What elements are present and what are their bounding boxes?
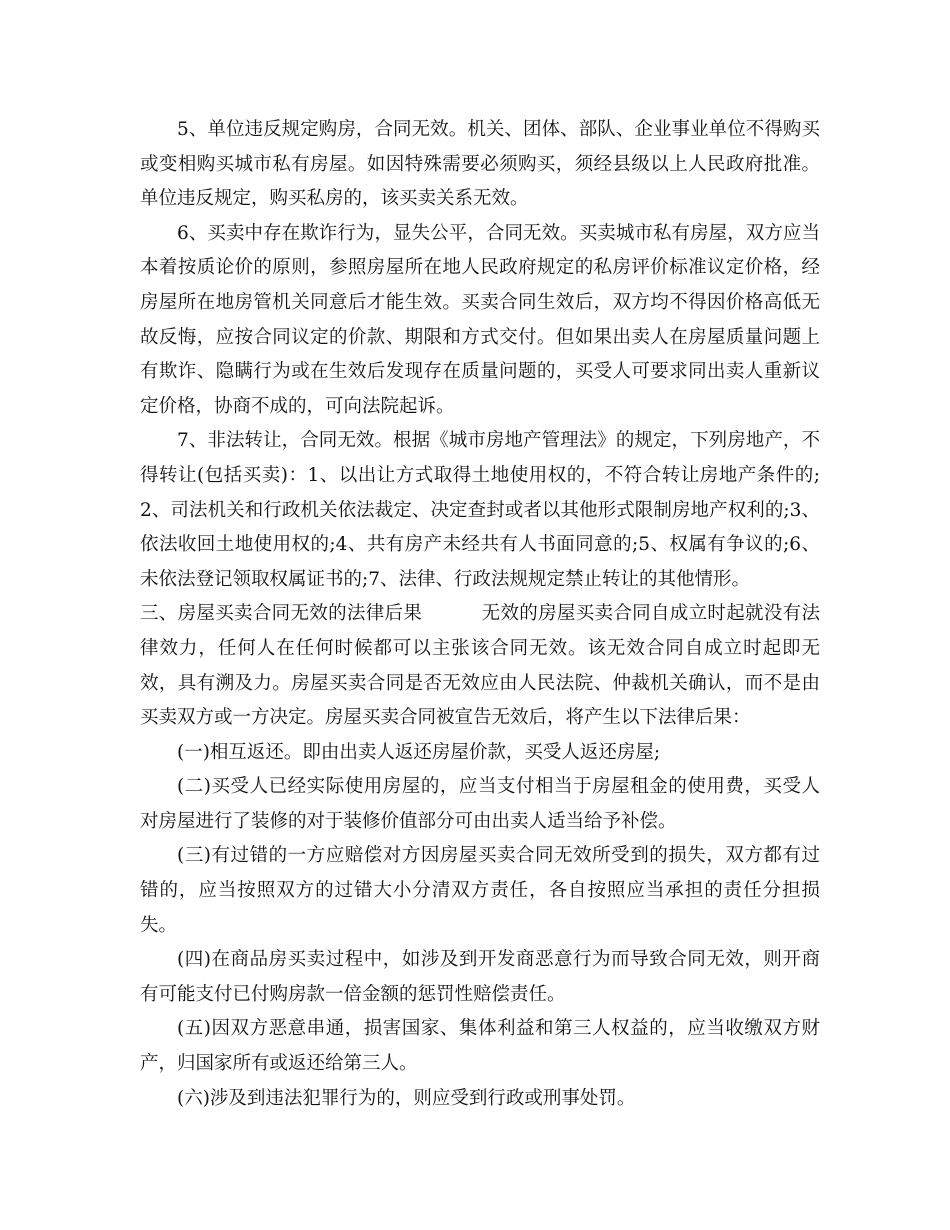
consequence-item-6: (六)涉及到违法犯罪行为的，则应受到行政或刑事处罚。: [177, 1087, 636, 1109]
consequence-item-5: (五)因双方恶意串通，损害国家、集体利益和第三人权益的，应当收缴双方财产，归国家所有或返还给第三人。: [140, 1018, 820, 1075]
consequence-item-4: (四)在商品房买卖过程中，如涉及到开发商恶意行为而导致合同无效，则开商有可能支付已付购房款一倍金额的惩罚性赔偿责任。: [140, 949, 820, 1005]
consequence-item-3: (三)有过错的一方应赔偿对方因房屋买卖合同无效所受到的损失，双方都有过错的，应当按照双方的过错大小分清双方责任，各自按照应当承担的责任分担损失。: [140, 845, 820, 936]
paragraph-item-6: 6、买卖中存在欺诈行为，显失公平，合同无效。买卖城市私有房屋，双方应当本着按质论价的原则，参照房屋所在地人民政府规定的私房评价标准议定价格，经房屋所在地房管机关同意后才能生效。买卖合同生效后，双方均不得因价格高低无故反悔，应按合同议定的价款、期限和方式交付。但如果出卖人在房屋质量问题上有欺诈、隐瞒行为或在生效后发现存在质量问题的，买受人可要求同出卖人重新议定价格，协商不成的，可向法院起诉。: [140, 222, 820, 417]
paragraph-item-5: 5、单位违反规定购房，合同无效。机关、团体、部队、企业事业单位不得购买或变相购买城市私有房屋。如因特殊需要必须购买，须经县级以上人民政府批准。单位违反规定，购买私房的，该买卖关系无效。: [140, 119, 820, 210]
paragraph-item-7: 7、非法转让，合同无效。根据《城市房地产管理法》的规定，下列房地产，不得转让(包括买卖)：1、以出让方式取得土地使用权的，不符合转让房地产条件的;2、司法机关和行政机关依法裁定、决定查封或者以其他形式限制房地产权利的;3、依法收回土地使用权的;4、共有房产未经共有人书面同意的;5、权属有争议的;6、未依法登记领取权属证书的;7、法律、行政法规规定禁止转让的其他情形。: [140, 430, 820, 590]
section-heading: 三、房屋买卖合同无效的法律后果: [140, 603, 423, 625]
consequence-item-1: (一)相互返还。即由出卖人返还房屋价款，买受人返还房屋;: [177, 741, 661, 763]
section-three-paragraph: [140, 597, 820, 735]
consequence-item-2: (二)买受人已经实际使用房屋的，应当支付相当于房屋租金的使用费，买受人对房屋进行了装修的对于装修价值部分可由出卖人适当给予补偿。: [140, 776, 820, 832]
section-intro: 无效的房屋买卖合同自成立时起就没有法律效力，任何人在任何时候都可以主张该合同无效。该无效合同自成立时起即无效，具有溯及力。房屋买卖合同是否无效应由人民法院、仲裁机关确认，而不是由买卖双方或一方决定。房屋买卖合同被宣告无效后，将产生以下法律后果：: [140, 603, 820, 729]
